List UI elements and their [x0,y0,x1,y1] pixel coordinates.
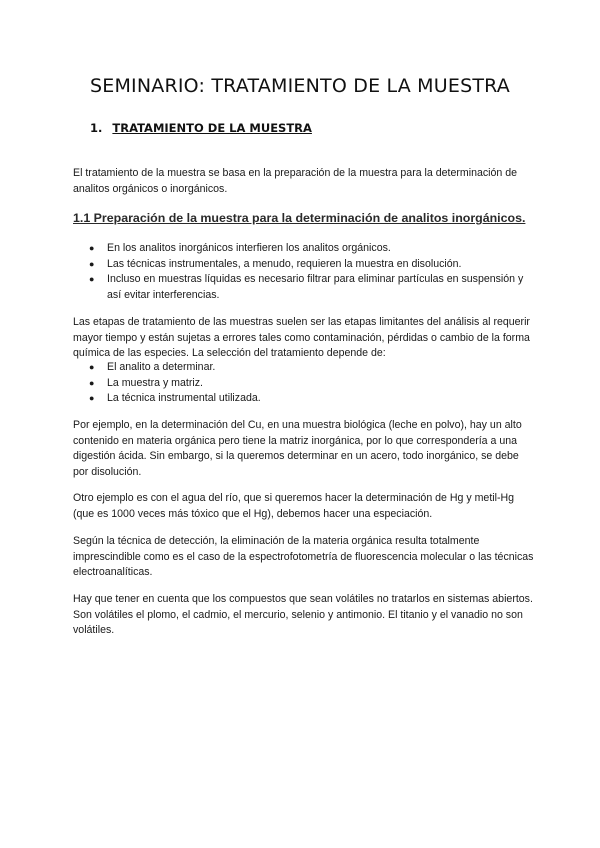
bullet-icon: ● [89,274,95,284]
bullet-icon: ● [89,393,95,403]
list-item-text: El analito a determinar. [107,361,216,373]
list-item-text: La técnica instrumental utilizada. [107,392,261,404]
list-item [73,360,535,376]
bullet-icon: ● [89,377,95,388]
list-item [73,272,535,303]
subsection-heading: 1.1 Preparación de la muestra para la determinación de analitos inorgánicos. [73,211,526,225]
list-item [73,391,535,407]
section-heading [90,121,312,135]
list-item [73,257,535,273]
bullet-icon: ● [89,243,95,253]
section-number: 1. [90,121,103,135]
paragraph-2: Las etapas de tratamiento de las muestras suelen ser las etapas limitantes del análisis al requerir mayor tiempo y están sujetas a errores tales como contaminación, pérdidas o cambio de la forma química de las especies. La selección del tratamiento depende de: [73,316,530,359]
list-item-text: En los analitos inorgánicos interfieren los analitos orgánicos. [107,242,391,254]
intro-paragraph: El tratamiento de la muestra se basa en la preparación de la muestra para la determinación de analitos orgánicos o inorgánicos. [73,167,518,195]
bullet-list-2 [73,360,535,407]
paragraph-3: Por ejemplo, en la determinación del Cu, en una muestra biológica (leche en polvo), hay un alto contenido en materia orgánica pero tiene la matriz inorgánica, por lo que correspondería a una digestión ácida. Sin embargo, si la queremos determinar en un acero, todo inorgánico, se debe por disolución. [73,419,522,478]
bullet-icon: ● [89,362,95,372]
section-title: TRATAMIENTO DE LA MUESTRA [112,121,312,135]
list-item [73,241,535,257]
list-item-text: Incluso en muestras líquidas es necesario filtrar para eliminar partículas en suspensión y así evitar interferencias. [107,273,524,301]
list-item-text: Las técnicas instrumentales, a menudo, requieren la muestra en disolución. [107,257,462,270]
paragraph-6: Hay que tener en cuenta que los compuestos que sean volátiles no tratarlos en sistemas abiertos. Son volátiles el plomo, el cadmio, el mercurio, selenio y antimonio. El titanio y el vanadio no son volátiles. [73,593,533,636]
document-title: SEMINARIO: TRATAMIENTO DE LA MUESTRA [90,75,510,97]
paragraph-4: Otro ejemplo es con el agua del río, que si queremos hacer la determinación de Hg y metil-Hg (que es 1000 veces más tóxico que el Hg), debemos hacer una especiación. [73,492,515,520]
paragraph-5: Según la técnica de detección, la eliminación de la materia orgánica resulta totalmente imprescindible como es el caso de la espectrofotometría de fluorescencia molecular o las técnicas electroanalíticas. [73,535,534,578]
bullet-icon: ● [89,258,95,269]
bullet-list-1 [73,241,535,303]
list-item [73,376,535,392]
list-item-text: La muestra y matriz. [107,376,203,389]
